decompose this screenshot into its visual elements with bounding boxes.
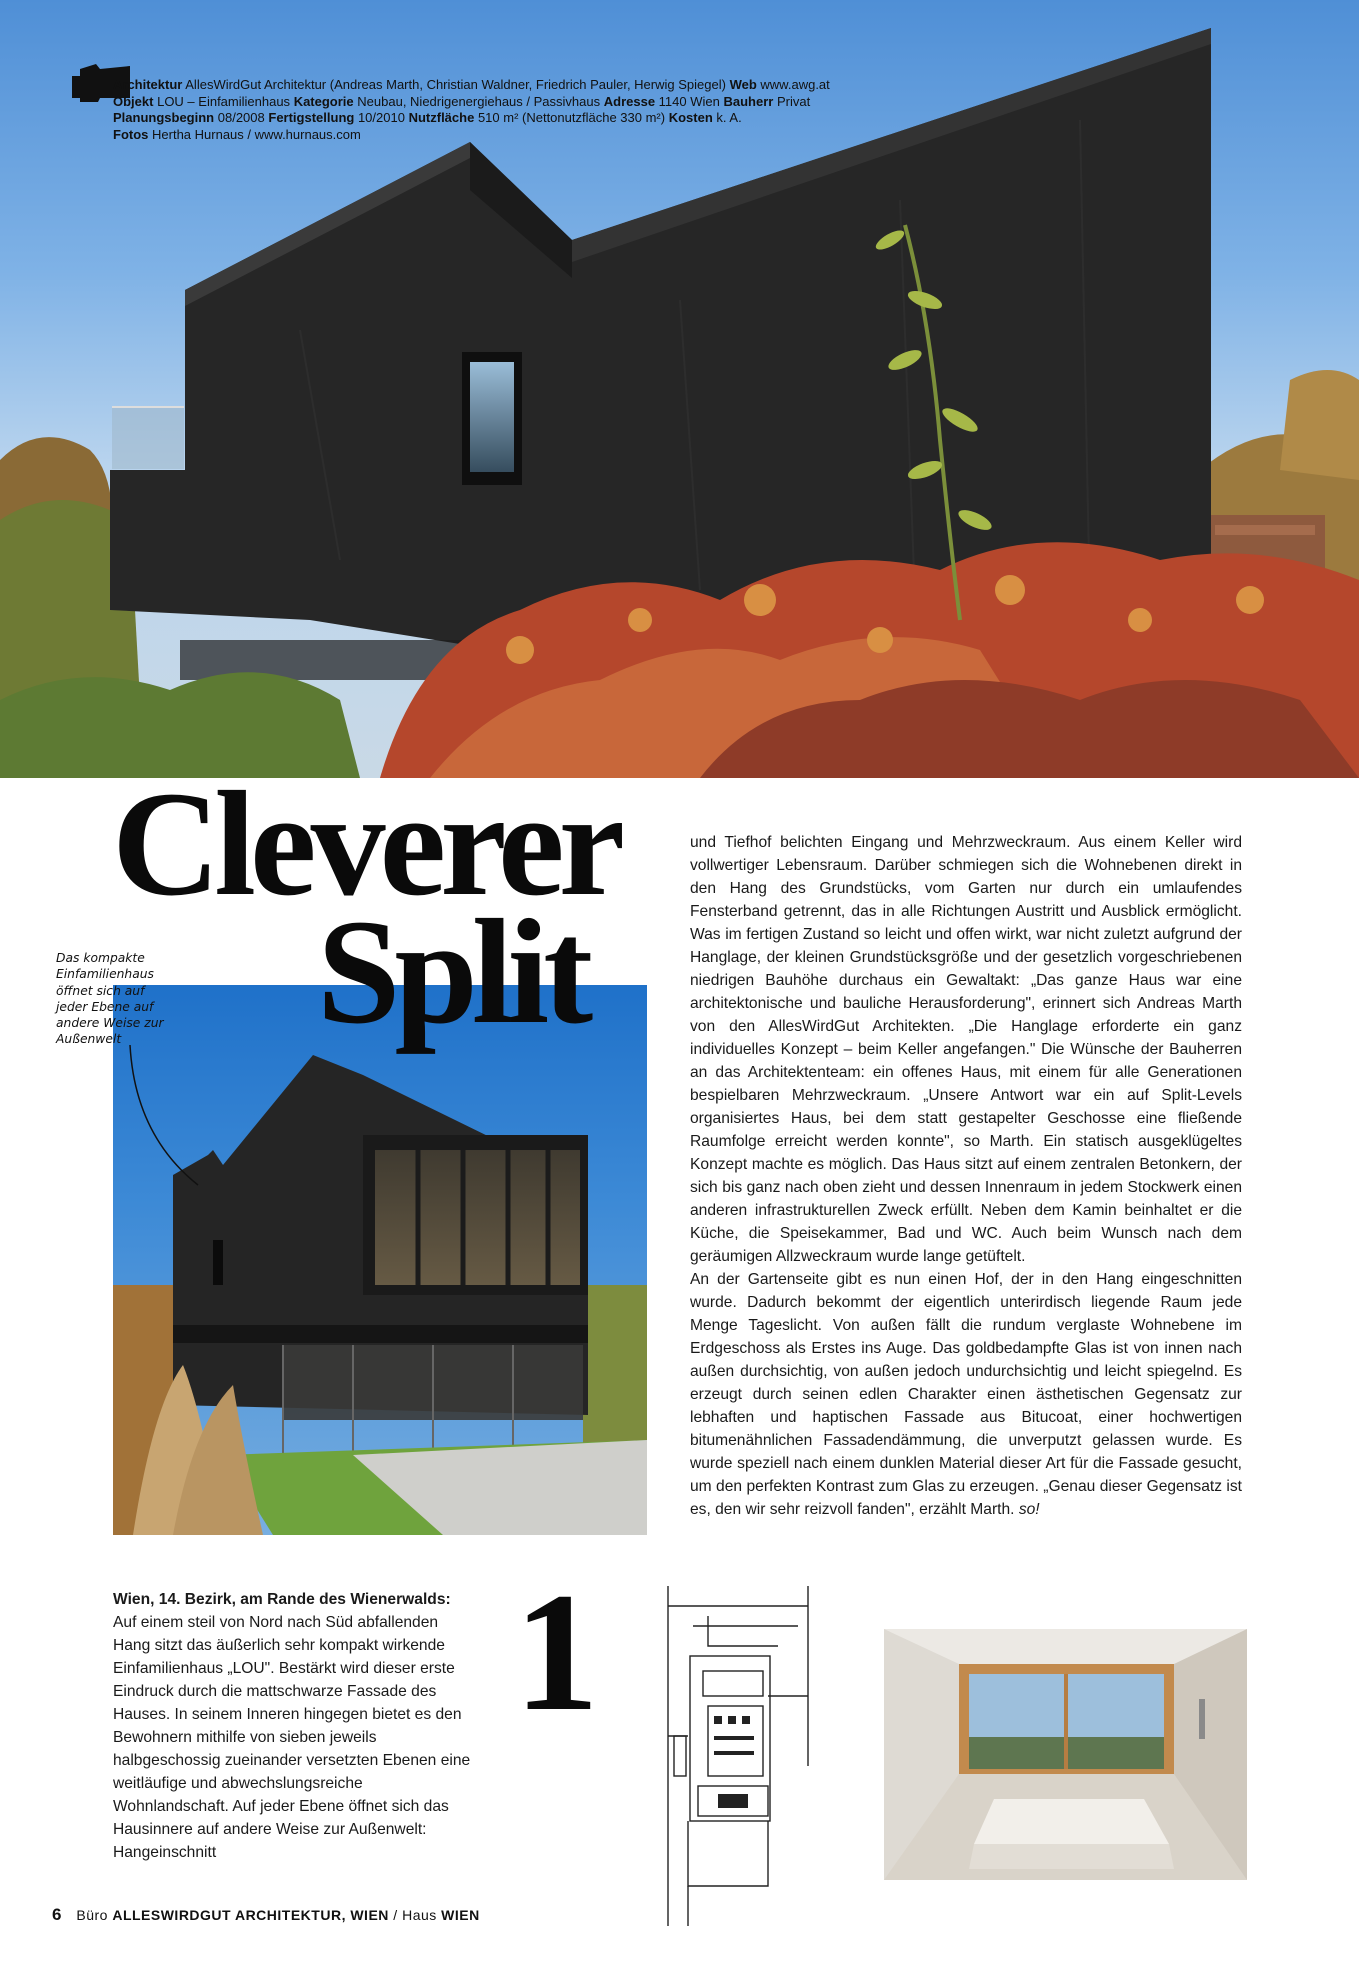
credits-block bbox=[113, 77, 933, 143]
credit-label: Adresse bbox=[603, 93, 656, 109]
photo-caption: Das kompakte Einfamilienhaus öffnet sich auf jeder Ebene auf andere Weise zur Außenwelt bbox=[56, 951, 164, 1047]
credit-label: Fotos bbox=[113, 126, 149, 142]
credit-value: 1140 Wien bbox=[658, 93, 720, 109]
credit-value: Neubau, Niedrigenergiehaus / Passivhaus bbox=[357, 93, 601, 109]
floor-plan-drawing bbox=[648, 1586, 812, 1926]
bathroom-illustration bbox=[884, 1629, 1247, 1880]
credit-value: k. A. bbox=[716, 110, 742, 126]
author-signature: so! bbox=[1018, 1501, 1040, 1518]
credit-value: Hertha Hurnaus / www.hurnaus.com bbox=[152, 126, 361, 142]
footer-office: ALLESWIRDGUT ARCHITEKTUR, WIEN bbox=[112, 1907, 389, 1923]
bathroom-photo bbox=[884, 1629, 1247, 1880]
caption-pointer-line bbox=[100, 1045, 210, 1195]
credits-line-2 bbox=[113, 94, 933, 111]
intro-lead: Wien, 14. Bezirk, am Rande des Wienerwalds: bbox=[113, 1591, 451, 1608]
body-paragraph-final bbox=[690, 1268, 1242, 1521]
credit-value: Privat bbox=[776, 93, 811, 109]
credit-label: Kosten bbox=[668, 110, 713, 126]
credit-label: Architektur bbox=[113, 77, 183, 92]
credit-label: Planungsbeginn bbox=[113, 110, 215, 126]
credit-value: AllesWirdGut Architektur (Andreas Marth, Christian Waldner, Friedrich Pauler, Herwig Spiegel) bbox=[185, 77, 726, 92]
credit-value: 10/2010 bbox=[357, 110, 405, 126]
credits-line-3 bbox=[113, 110, 933, 127]
credit-label: Web bbox=[729, 77, 757, 92]
credit-value: 510 m² (Nettonutzfläche 330 m²) bbox=[477, 110, 666, 126]
credit-label: Kategorie bbox=[293, 93, 354, 109]
body-paragraph: und Tiefhof belichten Eingang und Mehrzweckraum. Aus einem Keller wird vollwertiger Lebensraum. Darüber schmiegen sich die Wohnebenen direkt in den Hang des Grundstücks, vom Garten nur durch ein umlaufendes Fensterband getrennt, das in alle Richtungen Austritt und Ausblick ermöglicht. Was im fertigen Zustand so leicht und offen wirkt, war nicht zuletzt aufgrund der Hanglage, der kleinen Grundstücksgröße und der gesetzlich vorgeschriebenen niedrigen Bauhöhe durchaus ein Gewaltakt: „Das ganze Haus war eine architektonische und bauliche Herausforderung", erinnert sich Andreas Marth von den AllesWirdGut Architekten. „Die Hanglage erforderte ein ganz individuelles Konzept – beim Keller angefangen." Die Wünsche der Bauherren an das Architektenteam: ein offenes Haus, mit einem für alle Generationen bespielbaren Mehrzweckraum. „Unsere Antwort war ein auf Split-Levels organisiertes Haus, bei dem statt gestapelter Geschosse eine fließende Raumfolge erreicht werden konnte", so Marth. Ein statisch ausgeklügeltes Konzept machte es möglich. Das Haus sitzt auf einem zentralen Betonkern, der sich bis ganz nach oben zieht und dessen Innenraum in jedem Stockwerk einen anderen infrastrukturellen Zweck erfüllt. Neben dem Kamin beinhaltet er die Küche, die Speisekammer, Bad und WC. Auch beim Wunsch nach dem geräumigen Allzweckraum wurde lange getüftelt. bbox=[690, 834, 1242, 1265]
credit-value: LOU – Einfamilienhaus bbox=[157, 93, 291, 109]
credit-label: Fertigstellung bbox=[268, 110, 355, 126]
body-paragraph-text: An der Gartenseite gibt es nun einen Hof, der in den Hang eingeschnitten wurde. Dadurch bekommt der eigentlich unterirdisch liegende Raum jede Menge Tageslicht. Von außen fällt die rundum verglaste Wohnebene im Erdgeschoss als Erstes ins Auge. Das goldbedampfte Glas ist von innen nach außen durchsichtig, von außen jedoch undurchsichtig und leicht spiegelnd. Es erzeugt durch seinen edlen Charakter einen ästhetischen Gegensatz zur lebhaften und haptischen Fassade aus Bitucoat, einer hochwertigen bitumenähnlichen Fassadendämmung, die unverputzt gelassen wurde. Es wurde speziell nach einem dunklen Material dieser Art für die Fassade gesucht, um den perfekten Kontrast zum Glas zu erzeugen. „Genau dieser Gegensatz ist es, den wir sehr reizvoll fanden", erzählt Marth. bbox=[690, 1271, 1242, 1518]
credit-value: 08/2008 bbox=[217, 110, 265, 126]
page-footer bbox=[52, 1905, 652, 1925]
title-line-2: Split bbox=[317, 889, 588, 1055]
credit-label: Nutzfläche bbox=[408, 110, 475, 126]
credit-label: Bauherr bbox=[723, 93, 774, 109]
intro-text: Auf einem steil von Nord nach Süd abfallenden Hang sitzt das äußerlich sehr kompakt wirkende Einfamilienhaus „LOU". Bestärkt wird dieser erste Eindruck durch die mattschwarze Fassade des Hauses. In seinem Inneren hingegen bietet es den Bewohnern mithilfe von sieben jeweils halbgeschossig zueinander versetzten Ebenen eine weitläufige und abwechslungsreiche Wohnlandschaft. Auf jeder Ebene öffnet sich das Hausinnere auf andere Weise zur Außenwelt: Hangeinschnitt bbox=[113, 1614, 471, 1861]
article-body-column bbox=[690, 831, 1242, 1521]
page-number: 6 bbox=[52, 1905, 62, 1924]
credits-line-4 bbox=[113, 127, 933, 144]
footer-separator: / bbox=[393, 1907, 398, 1923]
title-line-1: Cleverer bbox=[112, 761, 620, 927]
credit-label: Objekt bbox=[113, 93, 154, 109]
section-number: 1 bbox=[514, 1558, 599, 1746]
footer-label: Büro bbox=[76, 1907, 108, 1923]
footer-label: Haus bbox=[402, 1907, 437, 1923]
footer-house: WIEN bbox=[441, 1907, 480, 1923]
page-title bbox=[112, 761, 672, 1055]
credits-line-1 bbox=[113, 77, 933, 94]
credit-value: www.awg.at bbox=[760, 77, 830, 92]
article-intro-column bbox=[113, 1588, 475, 1864]
